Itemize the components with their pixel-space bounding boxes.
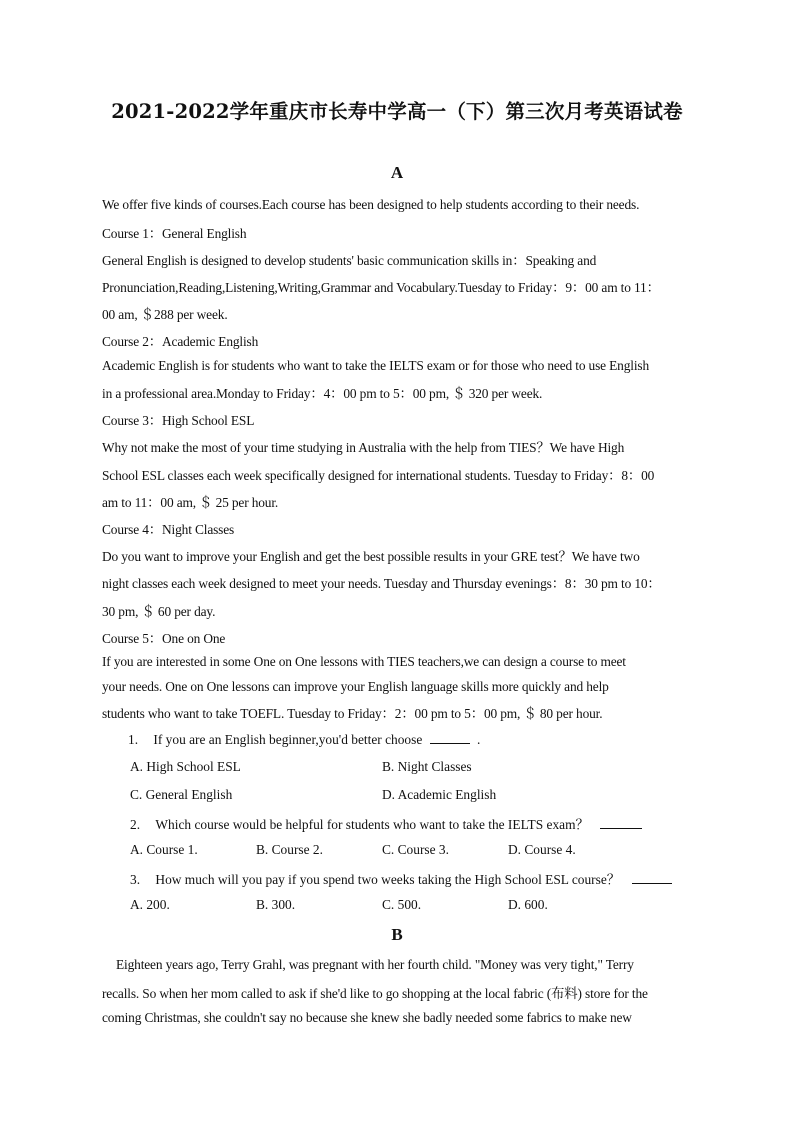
question-text: How much will you pay if you spend two weeks taking the High School ESL course？ <box>155 872 621 887</box>
passage-line: coming Christmas, she couldn't say no because she knew she badly needed some fabrics to make new <box>102 1010 632 1025</box>
passage-line: Do you want to improve your English and get the best possible results in your GRE test？We have two <box>102 549 640 564</box>
option-d[interactable]: D. 600. <box>508 897 548 912</box>
question-suffix: . <box>476 732 481 747</box>
page-title: 2021-2022学年重庆市长寿中学高一（下）第三次月考英语试卷 <box>111 100 683 123</box>
passage-line: am to 11：00 am, ＄ 25 per hour. <box>102 495 279 510</box>
passage-line: Course 1：General English <box>102 226 247 241</box>
option-b[interactable]: B. Night Classes <box>382 759 472 774</box>
passage-line: Academic English is for students who want to take the IELTS exam or for those who need to use English <box>102 358 650 373</box>
option-a[interactable]: A. Course 1. <box>130 842 198 857</box>
option-c[interactable]: C. General English <box>130 787 233 802</box>
option-b[interactable]: B. Course 2. <box>256 842 323 857</box>
passage-line: your needs. One on One lessons can improve your English language skills more quickly and help <box>102 679 609 694</box>
passage-line: in a professional area.Monday to Friday：4：00 pm to 5：00 pm, ＄ 320 per week. <box>102 386 543 401</box>
passage-line: Pronunciation,Reading,Listening,Writing,Grammar and Vocabulary.Tuesday to Friday：9：00 am to 11： <box>102 280 660 295</box>
option-a[interactable]: A. 200. <box>130 897 170 912</box>
option-d[interactable]: D. Course 4. <box>508 842 576 857</box>
passage-line: School ESL classes each week specifically designed for international students. Tuesday to Friday：8：00 <box>102 468 655 483</box>
passage-line: Course 2：Academic English <box>102 334 259 349</box>
question-2 <box>130 814 642 833</box>
option-c[interactable]: C. 500. <box>382 897 422 912</box>
passage-line: If you are interested in some One on One lessons with TIES teachers,we can design a course to meet <box>102 654 626 669</box>
question-3 <box>130 869 672 888</box>
question-1 <box>128 731 480 748</box>
option-c[interactable]: C. Course 3. <box>382 842 449 857</box>
answer-blank <box>632 871 672 884</box>
option-a[interactable]: A. High School ESL <box>130 759 241 774</box>
passage-line: 00 am, ＄288 per week. <box>102 307 228 322</box>
question-text: Which course would be helpful for students who want to take the IELTS exam？ <box>155 817 589 832</box>
passage-line: Eighteen years ago, Terry Grahl, was pregnant with her fourth child. "Money was very tight," Terry <box>116 957 634 972</box>
answer-blank <box>600 816 642 829</box>
question-number: 2. <box>130 817 141 832</box>
passage-line: We offer five kinds of courses.Each course has been designed to help students according to their needs. <box>102 197 640 212</box>
answer-blank <box>430 731 470 744</box>
passage-line: Why not make the most of your time studying in Australia with the help from TIES？We have High <box>102 440 625 455</box>
passage-line: General English is designed to develop students' basic communication skills in：Speaking and <box>102 253 597 268</box>
passage-line: students who want to take TOEFL. Tuesday to Friday：2：00 pm to 5：00 pm, ＄ 80 per hour. <box>102 706 603 721</box>
passage-line: Course 5：One on One <box>102 631 226 646</box>
passage-line: night classes each week designed to meet your needs. Tuesday and Thursday evenings：8：30 pm to 10： <box>102 576 661 591</box>
passage-line: recalls. So when her mom called to ask if she'd like to go shopping at the local fabric (布料) store for the <box>102 986 648 1001</box>
passage-line: Course 4：Night Classes <box>102 522 235 537</box>
section-a-heading: A <box>390 163 404 182</box>
passage-line: Course 3：High School ESL <box>102 413 255 428</box>
question-text: If you are an English beginner,you'd better choose <box>153 732 423 747</box>
section-b-heading: B <box>391 925 403 944</box>
passage-line: 30 pm, ＄ 60 per day. <box>102 604 216 619</box>
question-number: 3. <box>130 872 141 887</box>
option-d[interactable]: D. Academic English <box>382 787 497 802</box>
option-b[interactable]: B. 300. <box>256 897 296 912</box>
question-number: 1. <box>128 732 139 747</box>
